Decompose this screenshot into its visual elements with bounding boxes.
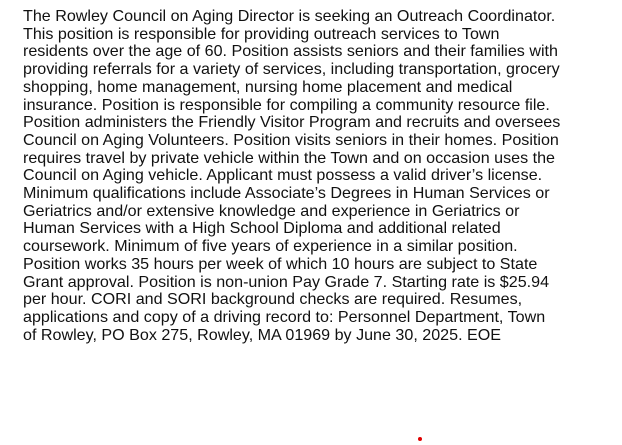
job-posting-paragraph: [23, 8, 619, 344]
posting-line: Minimum qualifications include Associate’s Degrees in Human Services or: [23, 184, 550, 203]
posting-line: residents over the age of 60. Position assists seniors and their families with: [23, 42, 558, 61]
posting-line: Position works 35 hours per week of which 10 hours are subject to State: [23, 254, 538, 273]
posting-line: of Rowley, PO Box 275, Rowley, MA 01969 by June 30, 2025. EOE: [23, 325, 502, 344]
posting-line: providing referrals for a variety of services, including transportation, grocery: [23, 60, 560, 79]
posting-line: This position is responsible for providing outreach services to Town: [23, 24, 500, 43]
posting-line: Human Services with a High School Diploma and additional related: [23, 219, 501, 238]
red-dot-marker: [418, 437, 422, 441]
posting-line: Geriatrics and/or extensive knowledge and experience in Geriatrics or: [23, 201, 520, 220]
posting-line: Position administers the Friendly Visitor Program and recruits and oversees: [23, 113, 561, 132]
posting-line: requires travel by private vehicle within the Town and on occasion uses the: [23, 148, 555, 167]
posting-line: shopping, home management, nursing home placement and medical: [23, 77, 513, 96]
posting-line: insurance. Position is responsible for compiling a community resource file.: [23, 95, 550, 114]
posting-line: Council on Aging Volunteers. Position visits seniors in their homes. Position: [23, 130, 559, 149]
posting-line: Grant approval. Position is non-union Pay Grade 7. Starting rate is $25.94: [23, 272, 550, 291]
posting-line: applications and copy of a driving record to: Personnel Department, Town: [23, 307, 546, 326]
posting-line: per hour. CORI and SORI background checks are required. Resumes,: [23, 290, 523, 309]
posting-line: The Rowley Council on Aging Director is seeking an Outreach Coordinator.: [23, 7, 556, 25]
posting-line: coursework. Minimum of five years of experience in a similar position.: [23, 237, 518, 256]
posting-line: Council on Aging vehicle. Applicant must possess a valid driver’s license.: [23, 166, 543, 185]
